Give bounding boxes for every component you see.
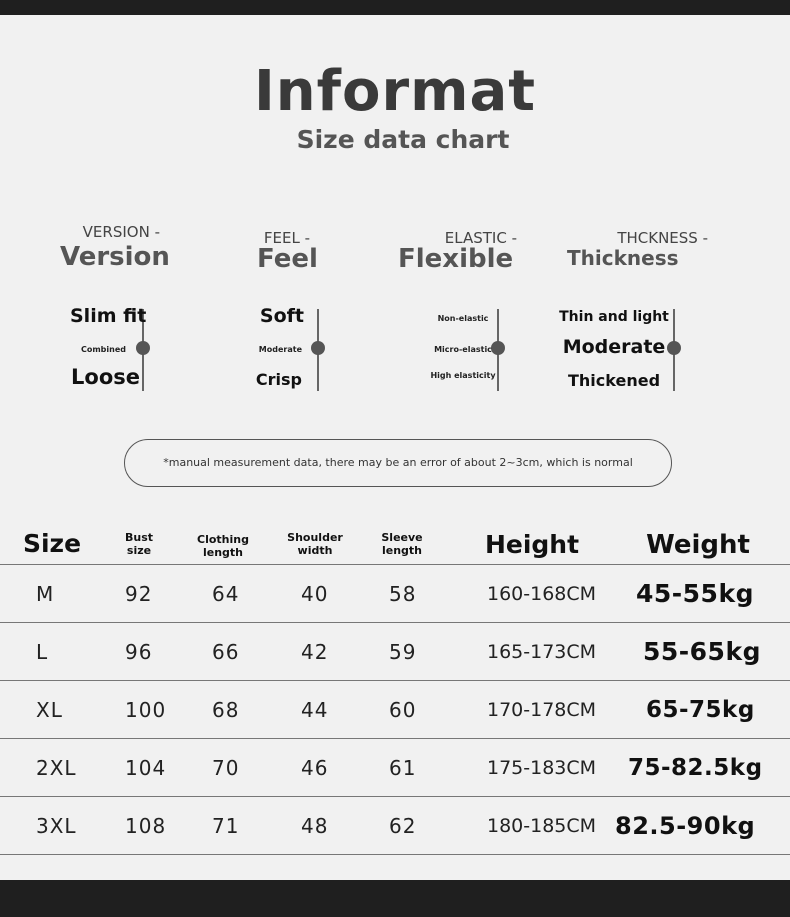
scale-middle-version: Combined bbox=[80, 345, 126, 354]
scale-bottom-version: Loose bbox=[71, 365, 140, 389]
scale-bottom-thickness: Thickened bbox=[567, 371, 661, 390]
table-row bbox=[0, 796, 790, 854]
cell-sleeve: 61 bbox=[389, 756, 417, 780]
size-chart-sheet bbox=[0, 15, 790, 880]
header-weight: Weight bbox=[646, 530, 750, 560]
cell-shoulder: 42 bbox=[301, 640, 329, 664]
cell-shoulder: 46 bbox=[301, 756, 329, 780]
cell-length: 71 bbox=[212, 814, 240, 838]
cell-length: 64 bbox=[212, 582, 240, 606]
cell-bust: 96 bbox=[125, 640, 153, 664]
cell-height: 175-183CM bbox=[487, 757, 597, 779]
scale-top-thickness: Thin and light bbox=[559, 309, 669, 325]
cell-weight: 65-75kg bbox=[646, 697, 755, 723]
header-bust: Bust size bbox=[124, 531, 154, 557]
scale-top-feel: Soft bbox=[259, 305, 304, 327]
cell-height: 170-178CM bbox=[487, 699, 597, 721]
cell-bust: 92 bbox=[125, 582, 153, 606]
cell-size: XL bbox=[36, 698, 63, 722]
cell-sleeve: 59 bbox=[389, 640, 417, 664]
page-subtitle: Size data chart bbox=[296, 125, 510, 154]
cell-height: 180-185CM bbox=[487, 815, 597, 837]
cell-size: 3XL bbox=[36, 814, 77, 838]
cell-height: 160-168CM bbox=[487, 583, 597, 605]
scale-dot-feel bbox=[311, 341, 325, 355]
table-row bbox=[0, 622, 790, 680]
attr-caption-feel: FEEL - bbox=[263, 229, 310, 247]
scale-dot-version bbox=[136, 341, 150, 355]
cell-bust: 100 bbox=[125, 698, 167, 722]
table-row bbox=[0, 738, 790, 796]
cell-size: L bbox=[36, 640, 49, 664]
table-bottom-border bbox=[0, 854, 790, 855]
header-size: Size bbox=[22, 529, 82, 558]
scale-top-version: Slim fit bbox=[70, 305, 147, 327]
cell-length: 66 bbox=[212, 640, 240, 664]
cell-size: M bbox=[36, 582, 55, 606]
cell-shoulder: 40 bbox=[301, 582, 329, 606]
cell-sleeve: 58 bbox=[389, 582, 417, 606]
cell-size: 2XL bbox=[36, 756, 77, 780]
cell-length: 70 bbox=[212, 756, 240, 780]
attr-caption-elastic: ELASTIC - bbox=[444, 229, 517, 247]
cell-bust: 108 bbox=[125, 814, 167, 838]
cell-shoulder: 44 bbox=[301, 698, 329, 722]
header-height: Height bbox=[484, 530, 580, 559]
header-length: Clothing length bbox=[197, 533, 249, 559]
cell-length: 68 bbox=[212, 698, 240, 722]
attr-heading-flexible: Flexible bbox=[398, 244, 514, 274]
cell-shoulder: 48 bbox=[301, 814, 329, 838]
scale-bottom-feel: Crisp bbox=[255, 370, 302, 389]
scale-middle-elastic: Micro-elastic bbox=[434, 345, 492, 354]
table-row bbox=[0, 680, 790, 738]
cell-weight: 55-65kg bbox=[643, 637, 761, 666]
page-title: Informat bbox=[253, 59, 537, 124]
cell-height: 165-173CM bbox=[487, 641, 597, 663]
scale-middle-thickness: Moderate bbox=[562, 336, 666, 358]
attr-caption-version: VERSION - bbox=[82, 223, 160, 241]
cell-weight: 82.5-90kg bbox=[615, 812, 756, 840]
cell-weight: 45-55kg bbox=[636, 579, 754, 608]
header-sleeve: Sleeve length bbox=[381, 531, 423, 557]
scale-bottom-elastic: High elasticity bbox=[430, 371, 496, 380]
cell-sleeve: 60 bbox=[389, 698, 417, 722]
scale-middle-feel: Moderate bbox=[258, 345, 302, 354]
attr-caption-thickness: THCKNESS - bbox=[617, 229, 708, 247]
attr-heading-thickness: Thickness bbox=[567, 246, 679, 270]
measurement-note: *manual measurement data, there may be an error of about 2~3cm, which is normal bbox=[124, 439, 672, 487]
header-shoulder: Shoulder width bbox=[287, 531, 343, 557]
cell-sleeve: 62 bbox=[389, 814, 417, 838]
table-row bbox=[0, 564, 790, 622]
scale-top-elastic: Non-elastic bbox=[437, 314, 489, 323]
cell-weight: 75-82.5kg bbox=[628, 755, 763, 781]
cell-bust: 104 bbox=[125, 756, 167, 780]
attr-heading-version: Version bbox=[60, 242, 170, 272]
attr-heading-feel: Feel bbox=[257, 244, 318, 274]
